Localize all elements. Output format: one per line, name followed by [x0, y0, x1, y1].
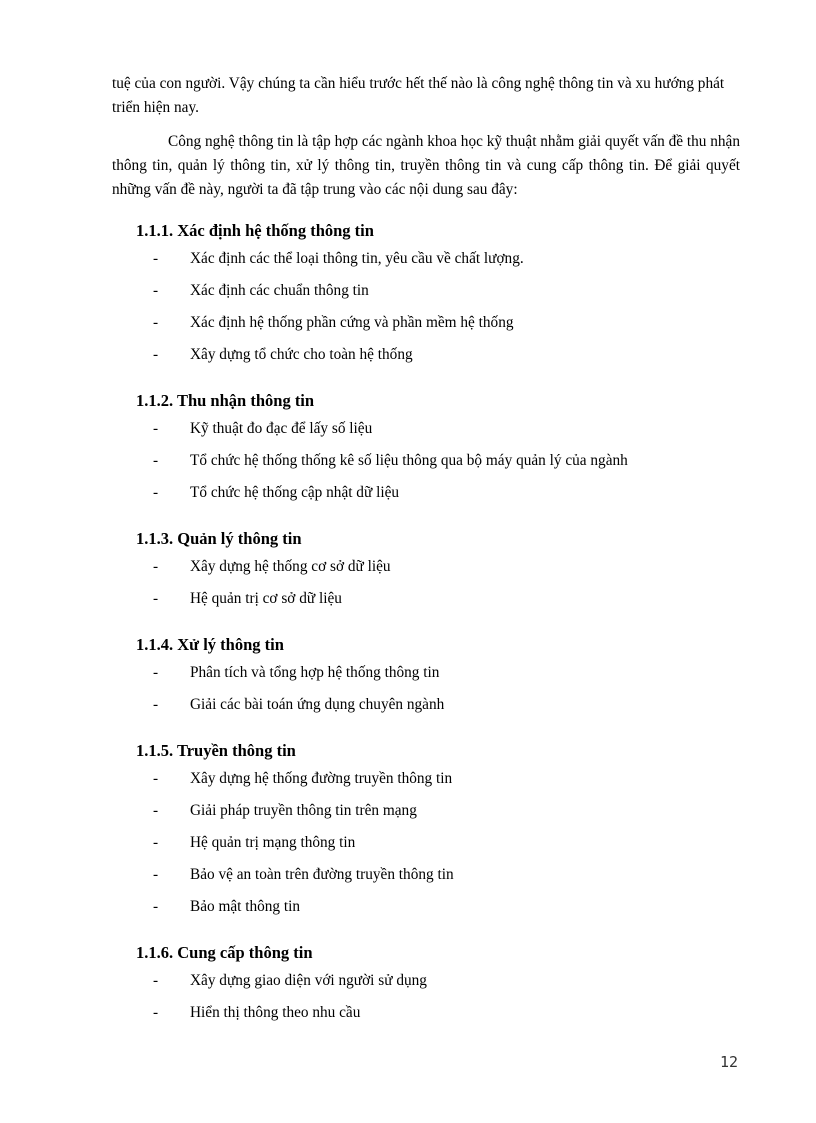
section-heading: 1.1.2. Thu nhận thông tin — [136, 391, 315, 410]
list-item — [112, 1002, 740, 1034]
section-5 — [112, 740, 740, 928]
page-number: 12 — [719, 1053, 738, 1071]
section-6 — [112, 942, 740, 1034]
list-item-text: Tổ chức hệ thống cập nhật dữ liệu — [190, 484, 400, 501]
section-heading: 1.1.5. Truyền thông tin — [136, 741, 296, 760]
list-item — [112, 800, 740, 832]
dash-bullet: - — [153, 314, 159, 331]
section-heading: 1.1.3. Quản lý thông tin — [136, 529, 302, 548]
list-item-text: Xây dựng hệ thống cơ sở dữ liệu — [190, 558, 391, 575]
list-item-text: Hiển thị thông theo nhu cầu — [190, 1004, 361, 1021]
list-item — [112, 832, 740, 864]
list-item — [112, 588, 740, 620]
list-item-text: Hệ quản trị cơ sở dữ liệu — [190, 590, 342, 607]
section-heading: 1.1.1. Xác định hệ thống thông tin — [136, 221, 374, 240]
list-item — [112, 694, 740, 726]
list-item-text: Tổ chức hệ thống thống kê số liệu thông qua bộ máy quản lý của ngành — [190, 452, 628, 469]
list-item — [112, 280, 740, 312]
dash-bullet: - — [153, 250, 159, 267]
list-item-text: Giải pháp truyền thông tin trên mạng — [190, 802, 417, 819]
bullet-list — [112, 662, 740, 726]
dash-bullet: - — [153, 420, 159, 437]
list-item — [112, 556, 740, 588]
list-item-text: Xây dựng hệ thống đường truyền thông tin — [190, 770, 453, 787]
section-2 — [112, 390, 740, 514]
dash-bullet: - — [153, 972, 159, 989]
list-item — [112, 864, 740, 896]
bullet-list — [112, 768, 740, 928]
list-item — [112, 312, 740, 344]
list-item-text: Bảo vệ an toàn trên đường truyền thông tin — [190, 866, 454, 883]
list-item — [112, 248, 740, 280]
dash-bullet: - — [153, 664, 159, 681]
dash-bullet: - — [153, 484, 159, 501]
list-item-text: Xây dựng tổ chức cho toàn hệ thống — [190, 346, 413, 363]
list-item — [112, 768, 740, 800]
definition-paragraph: Công nghệ thông tin là tập hợp các ngành khoa học kỹ thuật nhằm giải quyết vấn đề thu nhận thông tin, quản lý thông tin, xử lý thông tin, truyền thông tin và cung cấp thông tin. Để giải quyết những vấn đề này, người ta đã tập trung vào các nội dung sau đây: — [112, 133, 740, 198]
dash-bullet: - — [153, 834, 159, 851]
list-item — [112, 482, 740, 514]
list-item-text: Giải các bài toán ứng dụng chuyên ngành — [190, 696, 445, 713]
dash-bullet: - — [153, 558, 159, 575]
list-item — [112, 970, 740, 1002]
list-item-text: Bảo mật thông tin — [190, 898, 301, 915]
bullet-list — [112, 970, 740, 1034]
section-heading: 1.1.6. Cung cấp thông tin — [136, 943, 313, 962]
list-item-text: Hệ quản trị mạng thông tin — [190, 834, 356, 851]
list-item — [112, 450, 740, 482]
dash-bullet: - — [153, 1004, 159, 1021]
list-item — [112, 344, 740, 376]
section-3 — [112, 528, 740, 620]
list-item-text: Xây dựng giao diện với người sử dụng — [190, 972, 427, 989]
list-item-text: Xác định các thể loại thông tin, yêu cầu về chất lượng. — [190, 250, 524, 267]
section-1 — [112, 220, 740, 376]
dash-bullet: - — [153, 590, 159, 607]
section-4 — [112, 634, 740, 726]
bullet-list — [112, 248, 740, 376]
document-page — [112, 72, 740, 1034]
sections-container — [112, 220, 740, 1034]
section-heading: 1.1.4. Xử lý thông tin — [136, 635, 284, 654]
bullet-list — [112, 556, 740, 620]
list-item — [112, 896, 740, 928]
list-item-text: Xác định hệ thống phần cứng và phần mềm hệ thống — [190, 314, 514, 331]
dash-bullet: - — [153, 898, 159, 915]
list-item-text: Xác định các chuẩn thông tin — [190, 282, 369, 299]
bullet-list — [112, 418, 740, 514]
dash-bullet: - — [153, 696, 159, 713]
list-item — [112, 662, 740, 694]
list-item-text: Phân tích và tổng hợp hệ thống thông tin — [190, 664, 440, 681]
list-item-text: Kỹ thuật đo đạc để lấy số liệu — [190, 420, 373, 437]
list-item — [112, 418, 740, 450]
dash-bullet: - — [153, 802, 159, 819]
dash-bullet: - — [153, 866, 159, 883]
dash-bullet: - — [153, 452, 159, 469]
dash-bullet: - — [153, 770, 159, 787]
dash-bullet: - — [153, 282, 159, 299]
intro-paragraph: tuệ của con người. Vậy chúng ta cần hiểu trước hết thế nào là công nghệ thông tin và xu hướng phát triển hiện nay. — [112, 75, 725, 116]
dash-bullet: - — [153, 346, 159, 363]
